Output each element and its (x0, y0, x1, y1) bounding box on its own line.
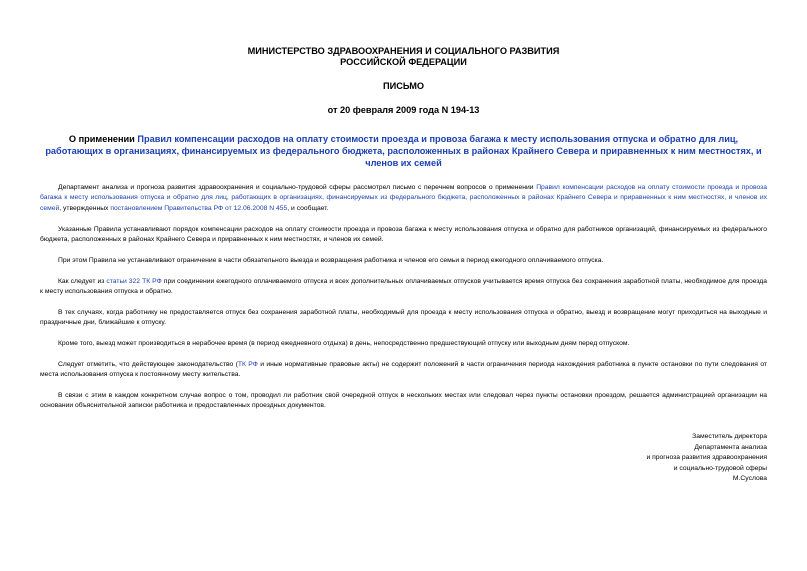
paragraph-4-text-b: при соединении ежегодного оплачиваемого отпуска и всех дополнительных оплачиваемых отпусков учитывается время отпуска без сохранения заработной платы, необходимое для проезда к месту использования отпуска и обратно. (40, 277, 767, 296)
paragraph-4 (40, 277, 767, 298)
paragraph-3: При этом Правила не устанавливают ограничение в части обязательного выезда и возвращения работника и членов его семьи в период ежегодного оплачиваемого отпуска. (58, 256, 604, 264)
document-subject (40, 133, 767, 169)
signature-line-2: Департамента анализа (694, 443, 767, 451)
authority-line-1: МИНИСТЕРСТВО ЗДРАВООХРАНЕНИЯ И СОЦИАЛЬНОГО РАЗВИТИЯ (247, 46, 560, 56)
paragraph-1-text-c: , и сообщает. (287, 204, 329, 212)
paragraph-6: Кроме того, выезд может производиться в нерабочее время (в период ежедневного отдыха) в день, непосредственно предшествующий отпуску или выходным дням перед отпуском. (58, 340, 630, 348)
subject-rules-link[interactable]: Правил компенсации расходов на оплату стоимости проезда и провоза багажа к месту использования отпуска и обратно для лиц, работающих в организациях, финансируемых из федерального бюджета, расположенных в районах Крайнего Севера и приравненных к ним местностях, и членов их семей (45, 134, 762, 168)
signature-line-4: и социально-трудовой сферы (673, 464, 767, 472)
authority-line-2: РОССИЙСКОЙ ФЕДЕРАЦИИ (340, 57, 467, 67)
labor-code-link[interactable]: ТК РФ (237, 360, 258, 368)
paragraph-1-text-a: Департамент анализа и прогноза развития здравоохранения и социально-трудовой сферы рассмотрел письмо с перечнем вопросов о применении (58, 184, 537, 191)
government-decree-link[interactable]: постановлением Правительства РФ от 12.06.2008 N 455 (110, 204, 288, 212)
paragraph-7-text-a: Следует отметить, что действующее законодательство ( (58, 360, 238, 368)
signature-block (646, 432, 767, 485)
document-type: ПИСЬМО (382, 81, 425, 91)
issuing-authority (40, 0, 767, 68)
article-322-link[interactable]: статьи 322 ТК РФ (106, 277, 162, 285)
paragraph-2: Указанные Правила устанавливают порядок компенсации расходов на оплату стоимости проезда и провоза багажа к месту использования отпуска и обратно для работников организаций, финансируемых из федерального бюджета, расположенных в районах Крайнего Севера и приравненных к ним местностях, и членов их семей. (40, 225, 767, 244)
signature-name: М.Суслова (732, 475, 767, 482)
paragraph-4-text-a: Как следует из (58, 277, 107, 285)
paragraph-7-text-b: и иные нормативные правовые акты) не содержит положений в части ограничения периода нахождения работника в пункте остановки по пути следования от места использования отпуска к постоянному месту жительства. (40, 360, 768, 379)
signature-line-3: и прогноза развития здравоохранения (646, 454, 767, 461)
paragraph-8: В связи с этим в каждом конкретном случае вопрос о том, проводил ли работник свой очередной отпуск в нескольких местах или следовал через пункты остановки проездом, решается администрацией организации на основании объяснительной записки работника и предоставленных проездных документов. (40, 392, 767, 410)
paragraph-5: В тех случаях, когда работнику не предоставляется отпуск без сохранения заработной платы, необходимый для проезда к месту использования отпуска и обратно, выезд и возвращение могут приходиться на выходные и праздничные дни, ближайшие к отпуску. (40, 308, 767, 327)
document-body (40, 183, 767, 412)
subject-prefix: О применении (68, 134, 138, 144)
paragraph-7 (40, 360, 767, 381)
document-date: от 20 февраля 2009 года N 194-13 (327, 105, 480, 115)
paragraph-1-text-b: , утвержденных (59, 204, 111, 212)
paragraph-1 (40, 183, 767, 214)
signature-line-1: Заместитель директора (692, 433, 767, 440)
rules-link[interactable]: Правил компенсации расходов на оплату стоимости проезда и провоза багажа к месту использования отпуска и обратно для лиц, работающих в организациях, финансируемых из федерального бюджета, расположенных в районах Крайнего Севера и приравненных к ним местностях, и членов их семей (40, 184, 767, 212)
